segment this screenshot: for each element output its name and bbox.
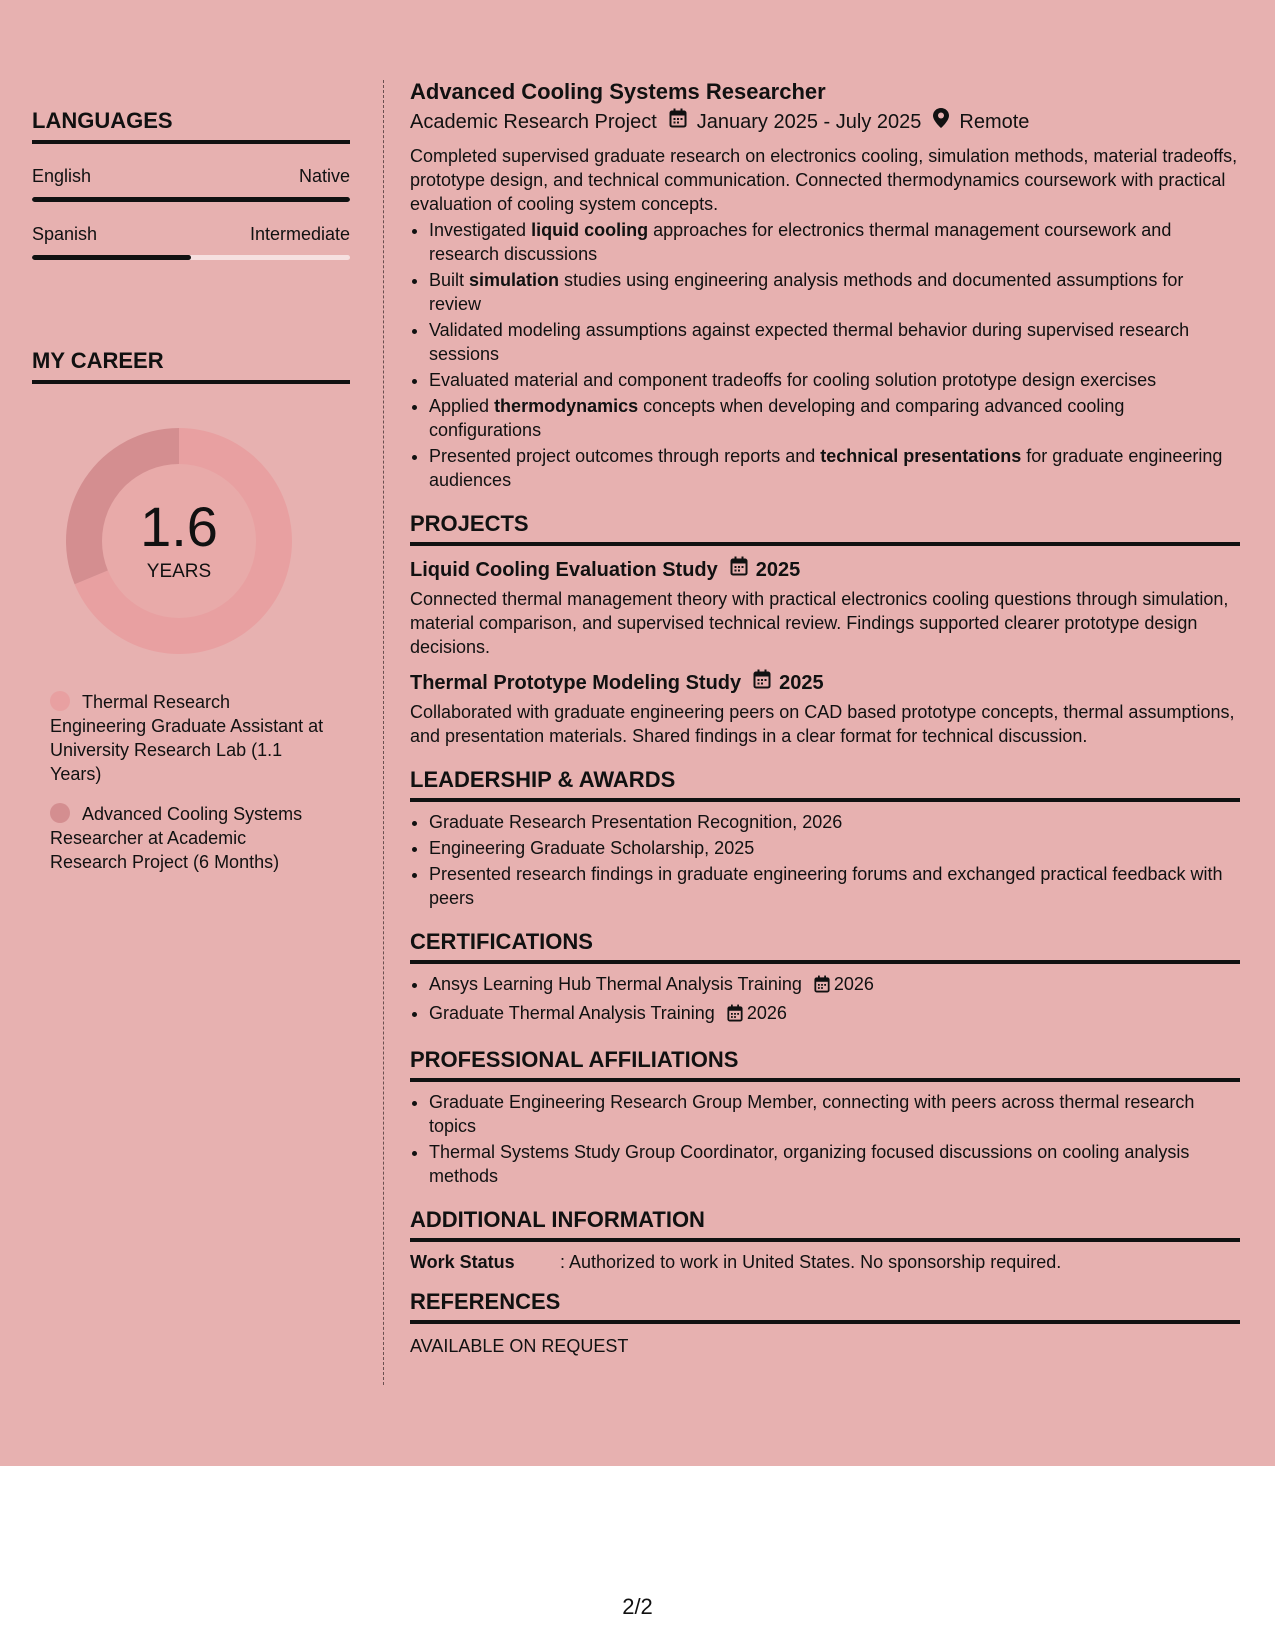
legend-text: Thermal Research Engineering Graduate Assistant at University Research Lab (1.1 Years) — [50, 692, 324, 784]
certification-year: 2026 — [833, 974, 874, 994]
list-item: • Graduate Research Presentation Recognition, 2026 — [429, 810, 1240, 834]
job-location: Remote — [959, 111, 1030, 133]
references-text: AVAILABLE ON REQUEST — [410, 1336, 629, 1356]
project-description: Connected thermal management theory with practical electronics cooling questions through simulation, material comparison, and supervised technical review. Findings supported clearer prototype design decisions. — [410, 589, 1229, 657]
career-unit: YEARS — [146, 561, 212, 582]
list-item: • Investigated liquid cooling approaches for electronics thermal management coursework and research discussions — [429, 218, 1240, 266]
project-name: Liquid Cooling Evaluation Study — [410, 558, 718, 581]
project-year: 2025 — [779, 671, 824, 694]
work-status-label: Work Status — [410, 1252, 515, 1272]
additional-info-title: ADDITIONAL INFORMATION — [410, 1206, 1240, 1242]
job-org: Academic Research Project — [410, 111, 657, 133]
languages-title: LANGUAGES — [32, 108, 350, 144]
project-entry — [410, 669, 1240, 748]
projects-title: PROJECTS — [410, 510, 1240, 546]
career-title: MY CAREER — [32, 348, 350, 384]
career-donut-chart — [66, 428, 292, 654]
legend-dot — [50, 691, 70, 711]
list-item: • Evaluated material and component tradeoffs for cooling solution prototype design exercises — [429, 368, 1240, 392]
calendar-icon — [669, 108, 687, 136]
work-status-row — [410, 1250, 1240, 1274]
job-summary: Completed supervised graduate research on electronics cooling, simulation methods, material tradeoffs, prototype design, and technical communication. Connected thermodynamics coursework with practical evaluation of cooling system concepts. — [410, 146, 1238, 214]
work-status-value: : Authorized to work in United States. No sponsorship required. — [560, 1252, 1062, 1272]
language-proficiency-bar — [32, 255, 350, 260]
certifications-list — [410, 972, 1240, 1028]
project-year: 2025 — [755, 558, 801, 581]
list-item: • Validated modeling assumptions against expected thermal behavior during supervised research sessions — [429, 318, 1240, 366]
certifications-title: CERTIFICATIONS — [410, 928, 1240, 964]
project-name: Thermal Prototype Modeling Study — [410, 671, 742, 694]
affiliations-list — [410, 1090, 1240, 1188]
language-proficiency-bar — [32, 197, 350, 202]
column-divider — [383, 80, 384, 1385]
project-entry — [410, 556, 1240, 659]
job-title: Advanced Cooling Systems Researcher — [410, 79, 826, 104]
main-column — [410, 78, 1240, 1358]
list-item: • Engineering Graduate Scholarship, 2025 — [429, 836, 1240, 860]
job-meta — [410, 108, 1240, 136]
list-item: • Presented research findings in graduate engineering forums and exchanged practical feedback with peers — [429, 862, 1240, 910]
language-level: Intermediate — [249, 224, 350, 244]
language-level: Native — [298, 166, 350, 186]
donut-center — [66, 428, 292, 654]
calendar-icon — [814, 975, 830, 999]
language-item-spanish — [32, 224, 350, 260]
leadership-title: LEADERSHIP & AWARDS — [410, 766, 1240, 802]
legend-dot — [50, 803, 70, 823]
calendar-icon — [753, 669, 771, 696]
list-item: • Graduate Engineering Research Group Member, connecting with peers across thermal research topics — [429, 1090, 1240, 1138]
calendar-icon — [730, 556, 748, 583]
certification-name: Ansys Learning Hub Thermal Analysis Training — [429, 974, 802, 994]
list-item: • Presented project outcomes through reports and technical presentations for graduate engineering audiences — [429, 444, 1240, 492]
leadership-list — [410, 810, 1240, 910]
languages-section — [32, 108, 350, 260]
experience-entry — [410, 78, 1240, 492]
certification-year: 2026 — [746, 1003, 787, 1023]
certification-name: Graduate Thermal Analysis Training — [429, 1003, 715, 1023]
references-title: REFERENCES — [410, 1288, 1240, 1324]
language-item-english — [32, 166, 350, 202]
list-item: • Built simulation studies using engineering analysis methods and documented assumptions for review — [429, 268, 1240, 316]
job-bullets — [410, 218, 1240, 492]
career-legend-item — [50, 802, 325, 874]
language-name: English — [32, 166, 92, 186]
career-legend-item — [50, 690, 325, 786]
proficiency-fill — [32, 255, 191, 260]
list-item — [429, 972, 1240, 999]
legend-text: Advanced Cooling Systems Researcher at Academic Research Project (6 Months) — [50, 804, 303, 872]
language-name: Spanish — [32, 224, 98, 244]
calendar-icon — [727, 1004, 743, 1028]
list-item — [429, 1001, 1240, 1028]
career-section — [32, 348, 350, 384]
proficiency-fill — [32, 197, 350, 202]
job-dates: January 2025 - July 2025 — [696, 111, 922, 133]
list-item: • Thermal Systems Study Group Coordinator, organizing focused discussions on cooling analysis methods — [429, 1140, 1240, 1188]
list-item: • Applied thermodynamics concepts when developing and comparing advanced cooling configurations — [429, 394, 1240, 442]
career-total: 1.6 — [140, 495, 218, 558]
affiliations-title: PROFESSIONAL AFFILIATIONS — [410, 1046, 1240, 1082]
project-description: Collaborated with graduate engineering peers on CAD based prototype concepts, thermal assumptions, and presentation materials. Shared findings in a clear format for technical discussion. — [410, 702, 1235, 746]
location-pin-icon — [933, 108, 949, 136]
page-number: 2/2 — [622, 1594, 653, 1619]
